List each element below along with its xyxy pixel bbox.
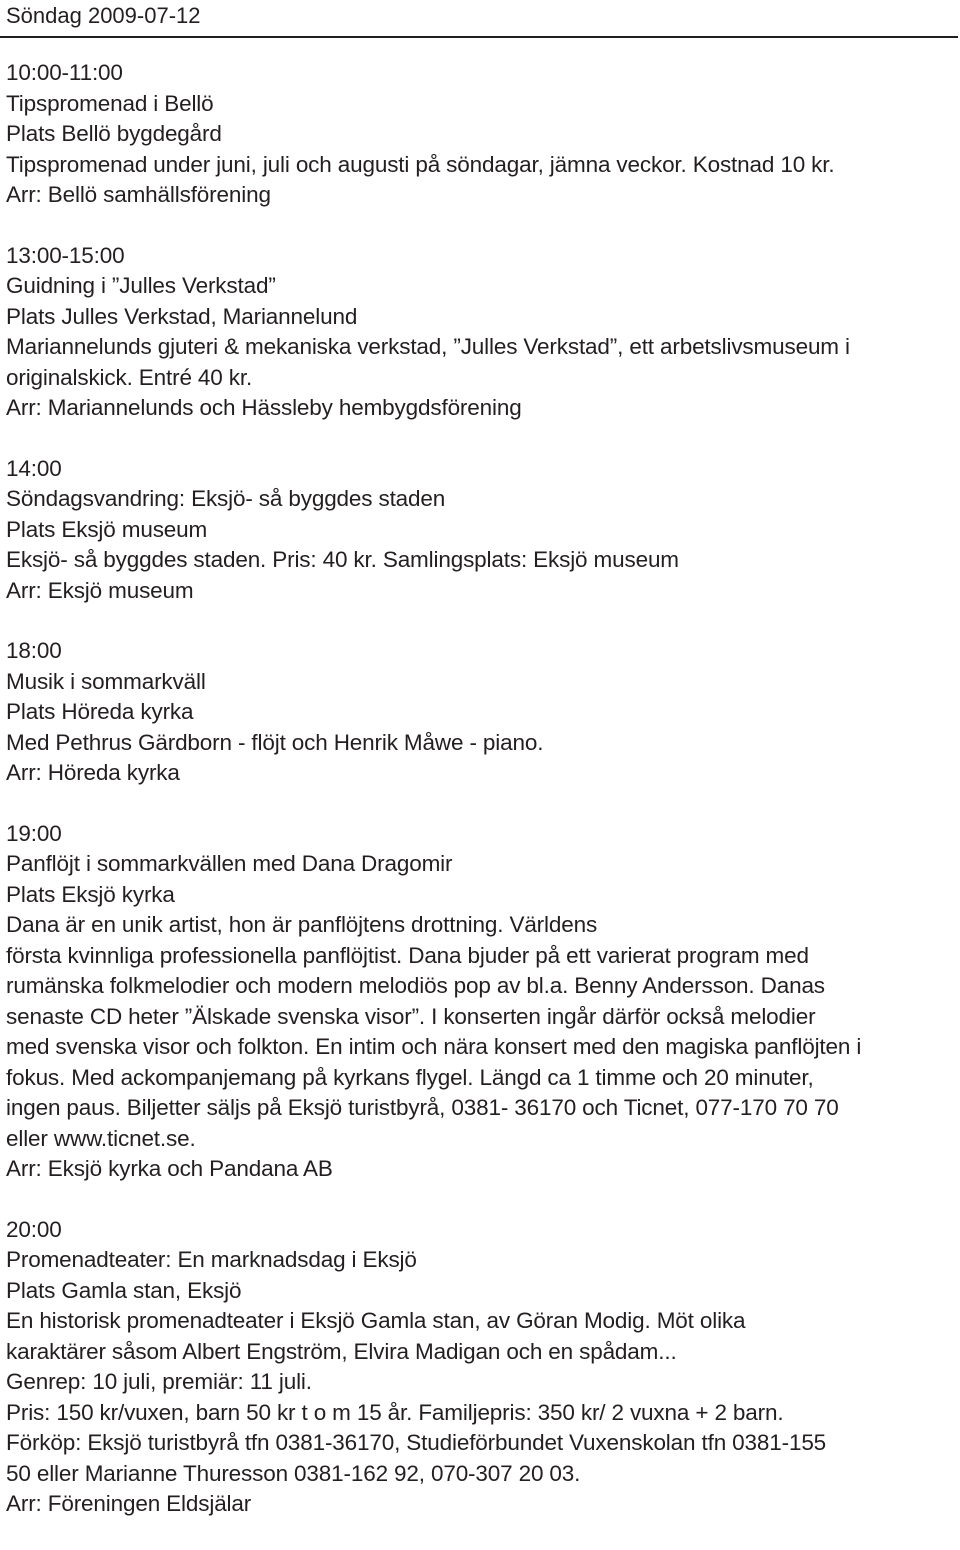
event-organizer: Arr: Höreda kyrka bbox=[6, 760, 180, 785]
event-description-line: Med Pethrus Gärdborn - flöjt och Henrik Måwe - piano. bbox=[6, 729, 544, 755]
event-description-line: karaktärer såsom Albert Engström, Elvira Madigan och en spådam... bbox=[6, 1338, 677, 1364]
event-time: 13:00-15:00 bbox=[6, 242, 125, 268]
event-title: Panflöjt i sommarkvällen med Dana Dragomir bbox=[6, 851, 453, 876]
event-description-line: Eksjö- så byggdes staden. Pris: 40 kr. Samlingsplats: Eksjö museum bbox=[6, 547, 679, 572]
event-organizer: Arr: Bellö samhällsförening bbox=[6, 182, 271, 207]
event-place: Plats Eksjö museum bbox=[6, 516, 208, 542]
event-description-line: ingen paus. Biljetter säljs på Eksjö turistbyrå, 0381- 36170 och Ticnet, 077-170 70 70 bbox=[6, 1095, 839, 1120]
event-description-line: 50 eller Marianne Thuresson 0381-162 92, 070-307 20 03. bbox=[6, 1460, 581, 1486]
event-description-line: Tipspromenad under juni, juli och augusti på söndagar, jämna veckor. Kostnad 10 kr. bbox=[6, 151, 835, 177]
event-place: Plats Eksjö kyrka bbox=[6, 881, 175, 907]
event-place: Plats Gamla stan, Eksjö bbox=[6, 1277, 242, 1303]
event-description-line: med svenska visor och folkton. En intim och nära konsert med den magiska panflöjten i bbox=[6, 1034, 862, 1059]
event-block bbox=[6, 454, 956, 607]
event-block bbox=[6, 58, 956, 211]
event-block bbox=[6, 819, 956, 1185]
event-place: Plats Bellö bygdegård bbox=[6, 121, 222, 146]
event-time: 18:00 bbox=[6, 638, 62, 663]
event-description-line: Genrep: 10 juli, premiär: 11 juli. bbox=[6, 1369, 312, 1394]
event-block bbox=[6, 241, 956, 424]
event-description-line: eller www.ticnet.se. bbox=[6, 1125, 196, 1151]
page-header bbox=[0, 0, 958, 38]
event-description-line: Mariannelunds gjuteri & mekaniska verkstad, ”Julles Verkstad”, ett arbetslivsmuseum i bbox=[6, 334, 850, 359]
event-list bbox=[6, 58, 956, 1550]
event-organizer: Arr: Föreningen Eldsjälar bbox=[6, 1491, 252, 1516]
event-title: Guidning i ”Julles Verkstad” bbox=[6, 273, 276, 298]
event-description-line: Förköp: Eksjö turistbyrå tfn 0381-36170, Studieförbundet Vuxenskolan tfn 0381-155 bbox=[6, 1430, 827, 1455]
event-title: Tipspromenad i Bellö bbox=[6, 90, 214, 116]
event-time: 20:00 bbox=[6, 1216, 62, 1242]
event-place: Plats Höreda kyrka bbox=[6, 699, 194, 724]
event-organizer: Arr: Eksjö museum bbox=[6, 577, 194, 603]
event-block bbox=[6, 636, 956, 789]
event-title: Promenadteater: En marknadsdag i Eksjö bbox=[6, 1247, 417, 1272]
event-description-line: rumänska folkmelodier och modern melodiös pop av bl.a. Benny Andersson. Danas bbox=[6, 973, 825, 998]
event-organizer: Arr: Mariannelunds och Hässleby hembygdsförening bbox=[6, 395, 522, 420]
event-description-line: originalskick. Entré 40 kr. bbox=[6, 364, 253, 390]
event-description-line: Pris: 150 kr/vuxen, barn 50 kr t o m 15 år. Familjepris: 350 kr/ 2 vuxna + 2 barn. bbox=[6, 1399, 784, 1425]
event-title: Söndagsvandring: Eksjö- så byggdes staden bbox=[6, 486, 446, 511]
page-date-heading: Söndag 2009-07-12 bbox=[6, 3, 201, 28]
event-description-line: fokus. Med ackompanjemang på kyrkans flygel. Längd ca 1 timme och 20 minuter, bbox=[6, 1064, 814, 1090]
event-description-line: Dana är en unik artist, hon är panflöjtens drottning. Världens bbox=[6, 912, 598, 937]
event-time: 14:00 bbox=[6, 455, 62, 481]
event-place: Plats Julles Verkstad, Mariannelund bbox=[6, 303, 358, 329]
event-organizer: Arr: Eksjö kyrka och Pandana AB bbox=[6, 1156, 333, 1181]
event-time: 19:00 bbox=[6, 820, 62, 846]
event-description-line: En historisk promenadteater i Eksjö Gamla stan, av Göran Modig. Möt olika bbox=[6, 1308, 746, 1333]
event-description-line: senaste CD heter ”Älskade svenska visor”. I konserten ingår därför också melodier bbox=[6, 1003, 816, 1029]
event-time: 10:00-11:00 bbox=[6, 60, 123, 85]
event-block bbox=[6, 1215, 956, 1520]
event-description-line: första kvinnliga professionella panflöjtist. Dana bjuder på ett varierat program med bbox=[6, 942, 809, 968]
event-title: Musik i sommarkväll bbox=[6, 668, 206, 694]
